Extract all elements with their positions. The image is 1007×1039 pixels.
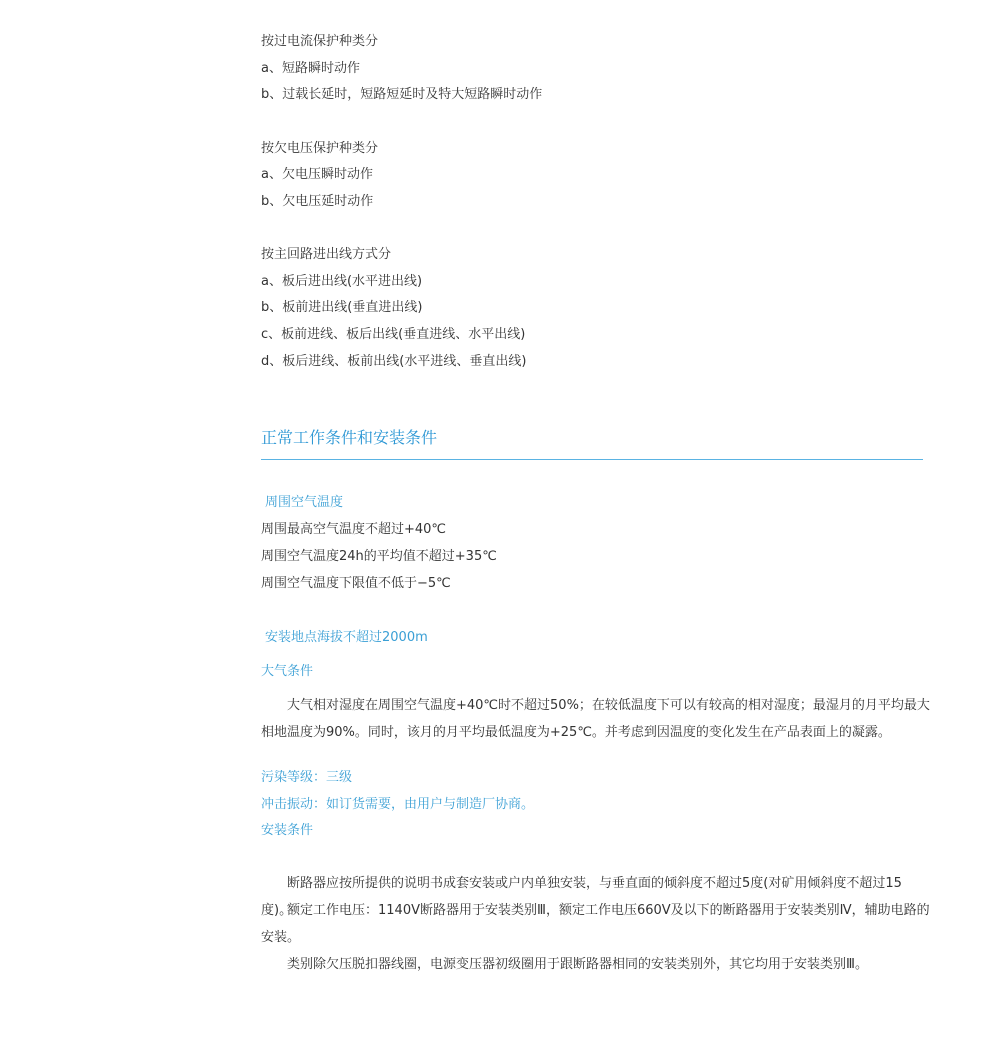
wiring-item-b: b、板前进出线(垂直进出线) bbox=[261, 300, 423, 315]
wiring-item-a: a、板后进出线(水平进出线) bbox=[261, 274, 423, 289]
installation-paragraph-2: 额定工作电压：1140V断路器用于安装类别Ⅲ，额定工作电压660V及以下的断路器用于安装类别Ⅳ，辅助电路的安装。 bbox=[261, 903, 930, 945]
section-heading: 正常工作条件和安装条件 bbox=[261, 428, 438, 447]
pollution-level: 污染等级：三级 bbox=[261, 770, 353, 785]
undervoltage-item-b: b、欠电压延时动作 bbox=[261, 194, 374, 209]
installation-paragraph-1: 断路器应按所提供的说明书成套安装或户内单独安装，与垂直面的倾斜度不超过5度(对矿用倾斜度不超过15度)。 bbox=[261, 876, 902, 918]
overcurrent-title: 按过电流保护种类分 bbox=[261, 34, 379, 49]
section-divider bbox=[261, 459, 923, 460]
temperature-title: 周围空气温度 bbox=[265, 495, 344, 510]
undervoltage-title: 按欠电压保护种类分 bbox=[261, 141, 379, 156]
installation-title: 安装条件 bbox=[261, 823, 314, 838]
atmosphere-title: 大气条件 bbox=[261, 664, 314, 679]
vibration-condition: 冲击振动：如订货需要，由用户与制造厂协商。 bbox=[261, 797, 535, 812]
temperature-item-2: 周围空气温度24h的平均值不超过+35℃ bbox=[261, 549, 497, 564]
wiring-item-d: d、板后进线、板前出线(水平进线、垂直出线) bbox=[261, 354, 527, 369]
altitude-condition: 安装地点海拔不超过2000m bbox=[265, 630, 428, 645]
overcurrent-item-a: a、短路瞬时动作 bbox=[261, 61, 360, 76]
temperature-item-3: 周围空气温度下限值不低于−5℃ bbox=[261, 576, 451, 591]
wiring-title: 按主回路进出线方式分 bbox=[261, 247, 392, 262]
overcurrent-item-b: b、过载长延时，短路短延时及特大短路瞬时动作 bbox=[261, 87, 543, 102]
temperature-item-1: 周围最高空气温度不超过+40℃ bbox=[261, 522, 447, 537]
undervoltage-item-a: a、欠电压瞬时动作 bbox=[261, 167, 373, 182]
installation-paragraph-3: 类别除欠压脱扣器线圈，电源变压器初级圈用于跟断路器相同的安装类别外，其它均用于安装类别Ⅲ。 bbox=[287, 957, 868, 972]
wiring-item-c: c、板前进线、板后出线(垂直进线、水平出线) bbox=[261, 327, 526, 342]
atmosphere-text: 大气相对湿度在周围空气温度+40℃时不超过50%；在较低温度下可以有较高的相对湿度；最湿月的月平均最大相地温度为90%。同时，该月的月平均最低温度为+25℃。并考虑到因温度的变化发生在产品表面上的凝露。 bbox=[261, 698, 930, 740]
